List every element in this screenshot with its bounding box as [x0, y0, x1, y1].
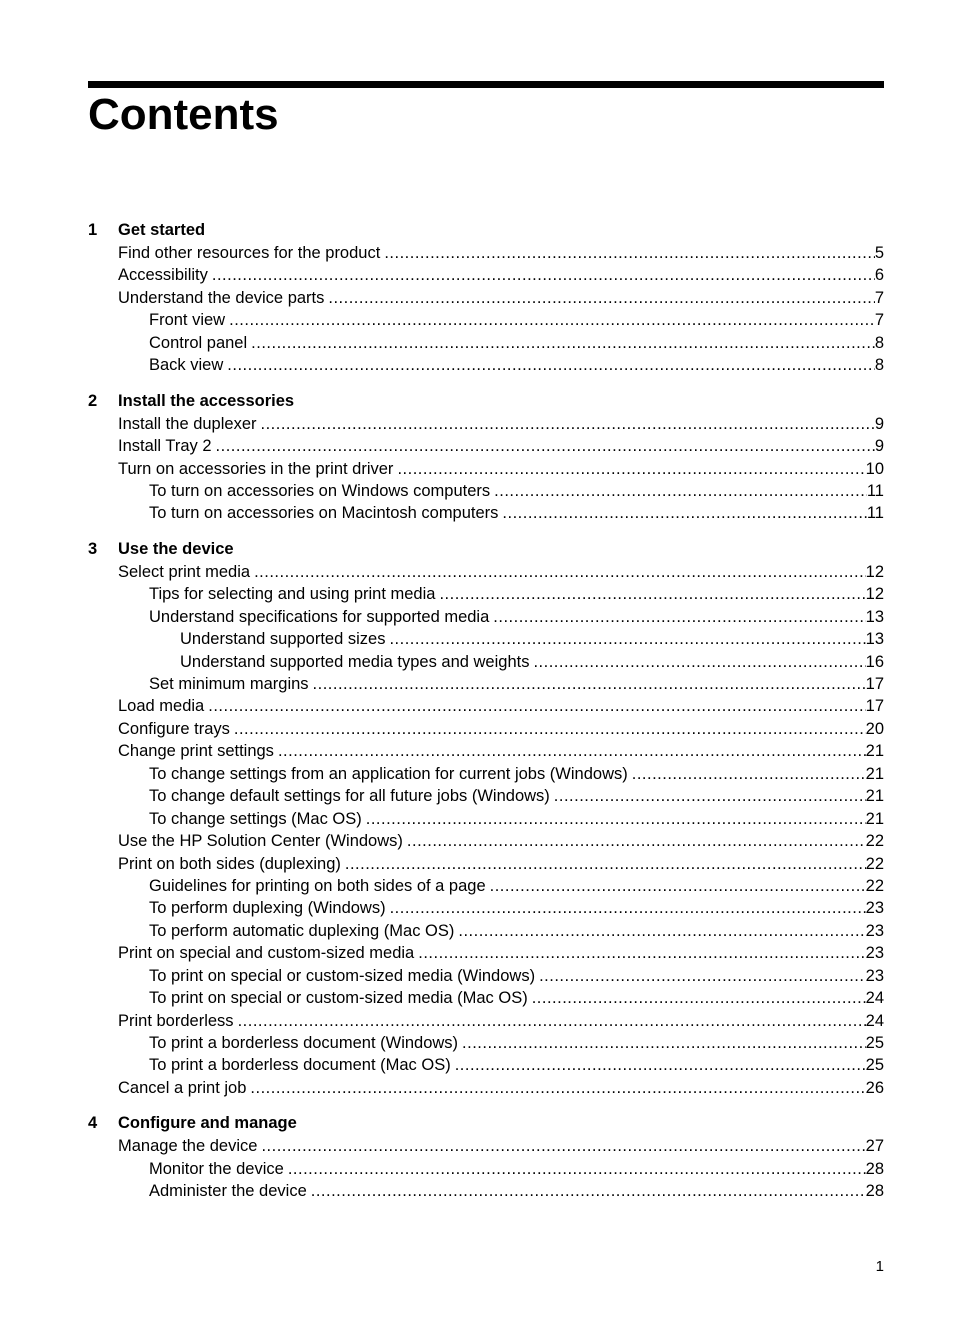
toc-entry-label: Front view: [149, 311, 226, 330]
toc-entry-line: [149, 1158, 884, 1180]
toc-entry-label: To print on special or custom-sized media (Mac OS): [149, 989, 528, 1008]
toc-entry-page: 23: [865, 944, 884, 963]
toc-entry-label: Understand specifications for supported media: [149, 607, 490, 626]
dot-leader: [208, 695, 865, 717]
toc-entry-line: [149, 332, 884, 354]
toc-entry-label: Accessibility: [118, 266, 208, 285]
chapter-number: 2: [88, 391, 98, 410]
toc-entry-line: [149, 1032, 884, 1054]
toc-entry-page: 21: [865, 787, 884, 806]
page-number: 1: [875, 1258, 884, 1275]
toc-entry-line: [149, 987, 884, 1009]
toc-entry-label: Back view: [149, 356, 224, 375]
dot-leader: [490, 875, 866, 897]
dot-leader: [458, 920, 865, 942]
toc-entry-line: [180, 628, 884, 650]
toc-entry-label: Install Tray 2: [118, 437, 212, 456]
toc-entry-label: Guidelines for printing on both sides of a page: [149, 876, 486, 895]
toc-entry-page: 21: [865, 764, 884, 783]
chapter-gap: [0, 377, 954, 390]
dot-leader: [539, 965, 866, 987]
toc-entry-label: Understand supported media types and weights: [180, 652, 530, 671]
dot-leader: [261, 1135, 865, 1157]
dot-leader: [384, 242, 875, 264]
toc-entry-label: Select print media: [118, 562, 251, 581]
dot-leader: [502, 502, 866, 524]
toc-entry[interactable]: [0, 830, 954, 852]
toc-entry-label: Tips for selecting and using print media: [149, 585, 436, 604]
toc-entry-label: Control panel: [149, 333, 248, 352]
toc-entry-page: 11: [866, 504, 884, 523]
toc-entry-line: [149, 875, 884, 897]
toc-entry-label: Administer the device: [149, 1182, 307, 1201]
chapter-title: Install the accessories: [118, 391, 295, 410]
toc-entry[interactable]: [0, 673, 954, 695]
toc-entry-page: 6: [874, 266, 884, 285]
toc-entry-label: Find other resources for the product: [118, 244, 381, 262]
toc-entry-line: [118, 1077, 884, 1099]
dot-leader: [254, 561, 866, 583]
toc-entry[interactable]: [0, 651, 954, 673]
toc-entry-label: Print on special and custom-sized media: [118, 944, 415, 963]
toc-entry-line: [149, 583, 884, 605]
toc-entry-line: [118, 853, 884, 875]
toc-entry-page: 17: [865, 697, 884, 716]
toc-entry[interactable]: [0, 242, 954, 264]
toc-entry-line: [118, 942, 884, 964]
dot-leader: [418, 942, 865, 964]
toc-entry[interactable]: [0, 740, 954, 762]
dot-leader: [494, 480, 867, 502]
toc-entry[interactable]: [0, 264, 954, 286]
toc-entry-page: 12: [865, 585, 884, 604]
toc-entry-line: [180, 651, 884, 673]
toc-entry-line: [149, 354, 884, 376]
chapter-gap: [0, 525, 954, 538]
dot-leader: [313, 673, 866, 695]
toc-entry-page: 25: [865, 1056, 884, 1075]
toc-entry-label: Cancel a print job: [118, 1078, 247, 1097]
toc-entry-label: To turn on accessories on Macintosh computers: [149, 504, 499, 523]
dot-leader: [261, 413, 875, 435]
table-of-contents: [0, 219, 954, 1203]
toc-entry[interactable]: [0, 942, 954, 964]
toc-entry-label: Change print settings: [118, 742, 274, 761]
dot-leader: [238, 1010, 866, 1032]
toc-entry-page: 8: [874, 356, 884, 375]
toc-entry[interactable]: [0, 987, 954, 1009]
dot-leader: [251, 332, 875, 354]
toc-entry-page: 8: [874, 333, 884, 352]
toc-entry-label: To change settings from an application for current jobs (Windows): [149, 764, 628, 783]
dot-leader: [462, 1032, 866, 1054]
toc-entry-page: 24: [865, 1011, 884, 1030]
toc-entry-line: [118, 287, 884, 309]
toc-entry-page: 26: [865, 1078, 884, 1097]
toc-entry[interactable]: [0, 1135, 954, 1157]
chapter-title: Use the device: [118, 539, 234, 558]
chapter-number: 3: [88, 539, 98, 558]
dot-leader: [632, 763, 866, 785]
toc-entry-line: [149, 897, 884, 919]
toc-entry-page: 9: [874, 437, 884, 456]
toc-entry-page: 23: [865, 899, 884, 918]
toc-entry-label: Print on both sides (duplexing): [118, 854, 341, 873]
toc-entry-label: Print borderless: [118, 1011, 234, 1030]
toc-entry-label: To perform automatic duplexing (Mac OS): [149, 921, 455, 940]
toc-entry-line: [149, 502, 884, 524]
chapter-heading[interactable]: [0, 538, 954, 561]
toc-chapter: [0, 219, 954, 377]
toc-entry-page: 21: [865, 742, 884, 761]
toc-entry-line: [118, 1135, 884, 1157]
toc-entry[interactable]: [0, 808, 954, 830]
toc-entry[interactable]: [0, 458, 954, 480]
toc-entry-line: [118, 1010, 884, 1032]
toc-entry-label: To print a borderless document (Mac OS): [149, 1056, 451, 1075]
toc-entry-line: [118, 264, 884, 286]
toc-entry-label: Configure trays: [118, 719, 230, 738]
toc-entry[interactable]: [0, 1010, 954, 1032]
toc-entry-page: 7: [874, 311, 884, 330]
toc-entry[interactable]: [0, 695, 954, 717]
toc-entry[interactable]: [0, 332, 954, 354]
toc-entry-line: [149, 965, 884, 987]
toc-entry[interactable]: [0, 561, 954, 583]
toc-entry-page: 25: [865, 1034, 884, 1052]
toc-entry[interactable]: [0, 1158, 954, 1180]
toc-entry-line: [149, 606, 884, 628]
toc-entry-page: 21: [865, 809, 884, 828]
toc-entry-line: [149, 920, 884, 942]
toc-entry-line: [149, 1180, 884, 1202]
toc-entry-label: To perform duplexing (Windows): [149, 899, 386, 918]
toc-chapter: [0, 538, 954, 1100]
toc-entry-page: 20: [865, 719, 884, 738]
toc-entry[interactable]: [0, 718, 954, 740]
toc-entry-label: Understand the device parts: [118, 288, 325, 307]
dot-leader: [234, 718, 866, 740]
toc-entry-label: Load media: [118, 697, 205, 716]
toc-entry[interactable]: [0, 920, 954, 942]
toc-entry-page: 28: [865, 1159, 884, 1178]
toc-entry-line: [149, 785, 884, 807]
toc-entry-label: Install the duplexer: [118, 414, 257, 433]
toc-entry-line: [118, 242, 884, 264]
dot-leader: [493, 606, 865, 628]
toc-entry-line: [149, 673, 884, 695]
toc-entry[interactable]: [0, 1077, 954, 1099]
toc-entry-line: [118, 830, 884, 852]
chapter-heading[interactable]: [0, 219, 954, 242]
toc-entry-page: 17: [865, 675, 884, 693]
toc-entry-page: 5: [874, 244, 884, 262]
toc-entry[interactable]: [0, 897, 954, 919]
toc-chapter: [0, 1112, 954, 1202]
dot-leader: [227, 354, 875, 376]
chapter-number: 1: [88, 221, 98, 239]
title-rule: [88, 81, 884, 88]
toc-entry-line: [118, 718, 884, 740]
toc-entry[interactable]: [0, 763, 954, 785]
toc-entry[interactable]: [0, 1032, 954, 1054]
dot-leader: [532, 987, 866, 1009]
toc-entry-page: 9: [874, 414, 884, 433]
toc-entry-label: Understand supported sizes: [180, 630, 386, 649]
toc-entry-page: 12: [865, 562, 884, 581]
toc-entry-line: [118, 413, 884, 435]
toc-entry-label: Monitor the device: [149, 1159, 284, 1178]
toc-entry-page: 11: [866, 481, 884, 500]
toc-entry[interactable]: [0, 628, 954, 650]
dot-leader: [533, 651, 865, 673]
dot-leader: [407, 830, 866, 852]
toc-entry-page: 23: [865, 921, 884, 940]
toc-entry-line: [149, 480, 884, 502]
toc-entry-line: [118, 435, 884, 457]
toc-entry[interactable]: [0, 287, 954, 309]
chapter-title: Configure and manage: [118, 1114, 297, 1133]
toc-entry-label: To change default settings for all future jobs (Windows): [149, 787, 550, 806]
chapter-title: Get started: [118, 221, 206, 239]
toc-entry-page: 22: [865, 854, 884, 873]
chapter-heading[interactable]: [0, 390, 954, 413]
toc-entry-label: Turn on accessories in the print driver: [118, 459, 394, 478]
dot-leader: [311, 1180, 866, 1202]
toc-entry[interactable]: [0, 1054, 954, 1076]
toc-entry-line: [118, 458, 884, 480]
toc-entry-page: 13: [865, 630, 884, 649]
toc-entry-page: 28: [865, 1182, 884, 1201]
toc-entry-label: To print on special or custom-sized media (Windows): [149, 966, 536, 985]
toc-entry-page: 23: [865, 966, 884, 985]
toc-entry[interactable]: [0, 502, 954, 524]
dot-leader: [288, 1158, 866, 1180]
toc-entry[interactable]: [0, 413, 954, 435]
toc-entry-label: Set minimum margins: [149, 675, 309, 693]
toc-entry[interactable]: [0, 965, 954, 987]
dot-leader: [229, 309, 875, 331]
toc-entry-line: [149, 309, 884, 331]
toc-entry-line: [118, 561, 884, 583]
toc-entry-page: 22: [865, 876, 884, 895]
toc-entry[interactable]: [0, 435, 954, 457]
toc-entry[interactable]: [0, 853, 954, 875]
dot-leader: [366, 808, 866, 830]
toc-entry-page: 27: [865, 1137, 884, 1156]
dot-leader: [390, 897, 866, 919]
toc-entry-label: To turn on accessories on Windows computers: [149, 481, 491, 500]
toc-entry-page: 13: [865, 607, 884, 626]
dot-leader: [345, 853, 866, 875]
dot-leader: [278, 740, 866, 762]
toc-entry[interactable]: [0, 354, 954, 376]
toc-entry[interactable]: [0, 606, 954, 628]
dot-leader: [397, 458, 865, 480]
toc-entry[interactable]: [0, 1180, 954, 1202]
toc-entry[interactable]: [0, 480, 954, 502]
toc-entry-line: [149, 808, 884, 830]
dot-leader: [455, 1054, 866, 1076]
page-title: Contents: [88, 90, 279, 139]
dot-leader: [554, 785, 866, 807]
dot-leader: [328, 287, 874, 309]
toc-entry[interactable]: [0, 583, 954, 605]
toc-entry-page: 16: [865, 652, 884, 671]
chapter-number: 4: [88, 1114, 98, 1133]
dot-leader: [389, 628, 865, 650]
toc-entry-label: Use the HP Solution Center (Windows): [118, 832, 403, 851]
toc-entry-page: 7: [874, 288, 884, 307]
dot-leader: [212, 264, 875, 286]
toc-chapter: [0, 390, 954, 525]
toc-entry[interactable]: [0, 309, 954, 331]
chapter-gap: [0, 1099, 954, 1112]
toc-entry-label: To print a borderless document (Windows): [149, 1034, 459, 1052]
dot-leader: [216, 435, 875, 457]
toc-entry-line: [149, 763, 884, 785]
toc-entry-page: 24: [865, 989, 884, 1008]
toc-entry-line: [118, 740, 884, 762]
toc-entry[interactable]: [0, 875, 954, 897]
dot-leader: [439, 583, 865, 605]
toc-entry[interactable]: [0, 785, 954, 807]
chapter-heading[interactable]: [0, 1112, 954, 1135]
toc-entry-label: To change settings (Mac OS): [149, 809, 362, 828]
toc-entry-line: [149, 1054, 884, 1076]
toc-entry-page: 22: [865, 832, 884, 851]
toc-entry-line: [118, 695, 884, 717]
dot-leader: [250, 1077, 865, 1099]
toc-entry-page: 10: [865, 459, 884, 478]
toc-entry-label: Manage the device: [118, 1137, 258, 1156]
